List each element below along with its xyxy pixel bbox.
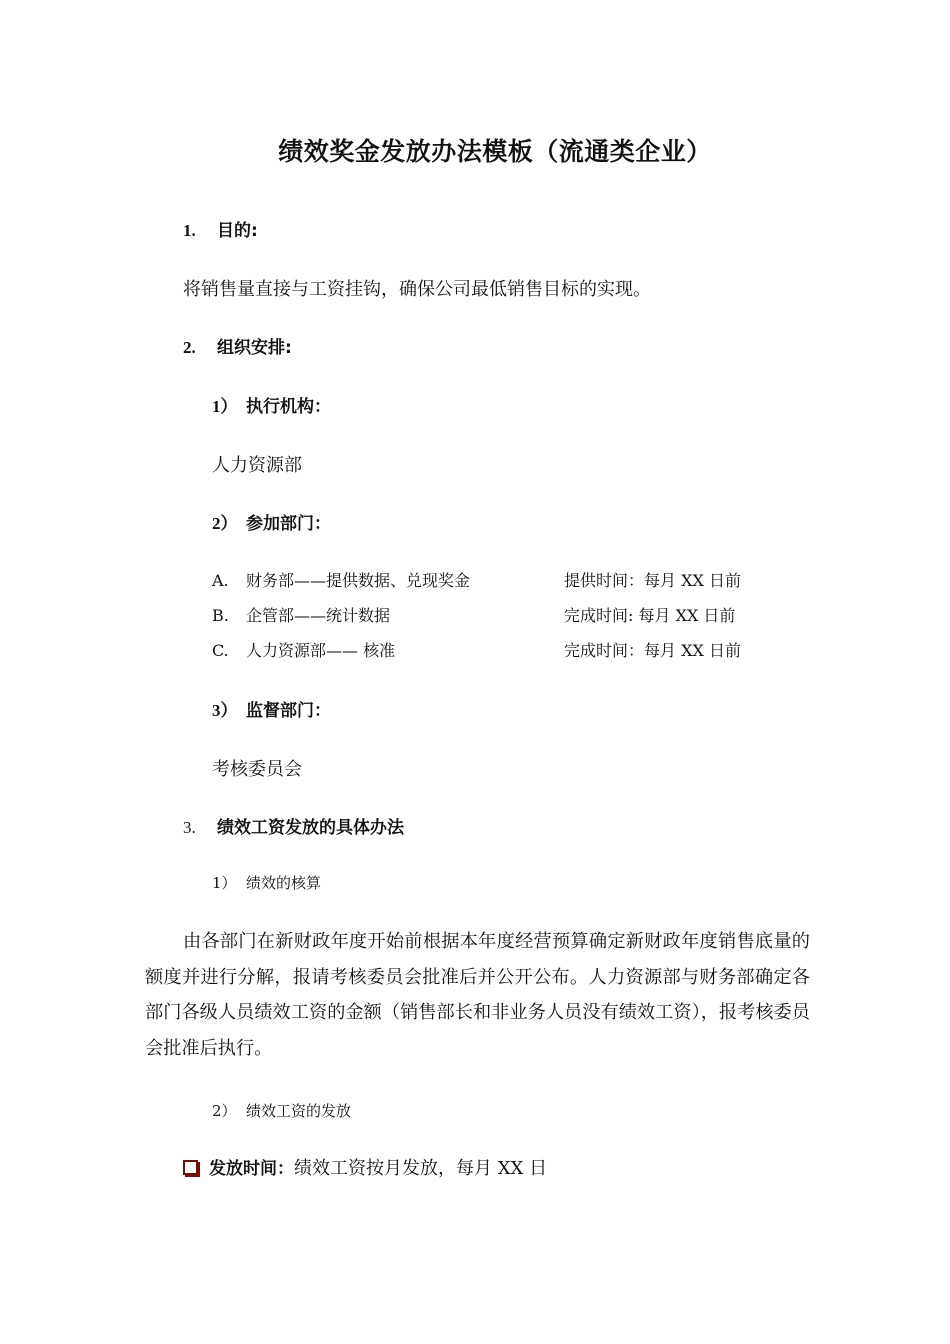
subsection-title: 参加部门： (246, 514, 331, 534)
supervision-text: 考核委员会 (212, 759, 302, 780)
subsection-number: 3） (212, 701, 238, 720)
dept-time: 完成时间: 每月 XX 日前 (564, 606, 736, 625)
subsection-title: 绩效工资的发放 (246, 1102, 352, 1120)
dept-row (212, 638, 852, 661)
subsection-title: 绩效的核算 (246, 874, 322, 892)
section-title: 组织安排: (217, 338, 292, 358)
section-1-text: 将销售量直接与工资挂钩，确保公司最低销售目标的实现。 (183, 279, 651, 300)
dept-row (212, 568, 852, 591)
section-number: 3. (183, 818, 196, 837)
bullet-label: 发放时间： (209, 1159, 294, 1179)
calc-paragraph: 由各部门在新财政年度开始前根据本年度经营预算确定新财政年度销售底量的额度并进行分解，报请考核委员会批准后并公开公布。人力资源部与财务部确定各部门各级人员绩效工资的金额（销售部长和非业务人员没有绩效工资），报考核委员会批准后执行。 (145, 931, 810, 1059)
section-2-heading (183, 333, 292, 358)
section-title: 绩效工资发放的具体办法 (217, 818, 404, 838)
section-number: 1. (183, 221, 196, 240)
participants-heading (212, 509, 331, 534)
subsection-title: 执行机构： (246, 397, 331, 417)
section-3-heading (183, 813, 404, 838)
dept-desc: 人力资源部—— 核准 (246, 641, 396, 660)
exec-text: 人力资源部 (212, 455, 302, 476)
dept-desc: 企管部——统计数据 (246, 606, 391, 625)
subsection-number: 1） (212, 874, 237, 892)
document-title: 绩效奖金发放办法模板（流通类企业） (278, 137, 712, 166)
payout-bullet (183, 1154, 547, 1180)
supervision-heading (212, 696, 331, 721)
dept-letter: A. (212, 571, 229, 590)
section-title: 目的: (217, 221, 258, 241)
payout-subheading (212, 1100, 351, 1121)
dept-row (212, 603, 852, 626)
dept-desc: 财务部——提供数据、兑现奖金 (246, 571, 471, 590)
bullet-text: 绩效工资按月发放，每月 XX 日 (294, 1158, 548, 1179)
subsection-number: 2） (212, 514, 238, 533)
section-1-heading (183, 216, 258, 241)
exec-heading (212, 392, 331, 417)
dept-time: 提供时间：每月 XX 日前 (564, 571, 741, 590)
calc-subheading (212, 872, 321, 893)
subsection-number: 2） (212, 1102, 237, 1120)
subsection-number: 1） (212, 397, 238, 416)
dept-letter: C. (212, 641, 229, 660)
dept-time: 完成时间：每月 XX 日前 (564, 641, 741, 660)
checkbox-bullet-icon (183, 1160, 198, 1175)
dept-letter: B. (212, 606, 229, 625)
subsection-title: 监督部门： (246, 701, 331, 721)
section-number: 2. (183, 338, 196, 357)
